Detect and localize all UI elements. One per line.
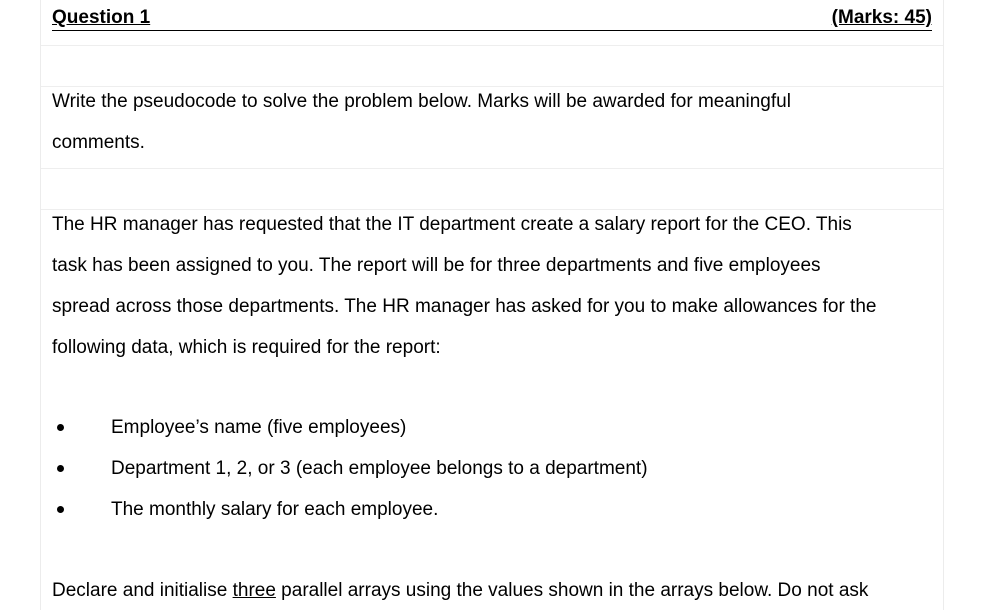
cell-divider: [41, 168, 943, 169]
list-item: [52, 448, 932, 489]
question-title: Question 1: [52, 7, 151, 28]
arrays-instruction-end: parallel arrays using the values shown in the arrays below. Do not ask: [275, 580, 869, 601]
list-item: [52, 489, 932, 530]
scenario-line-4: following data, which is required for the report:: [52, 337, 441, 358]
cell-divider: [41, 45, 943, 46]
document-page: [40, 0, 944, 610]
question-header: [52, 6, 932, 31]
arrays-instruction: [52, 570, 937, 611]
bullet-icon: [57, 465, 64, 472]
instruction-line-2: comments.: [52, 132, 145, 153]
arrays-instruction-emphasis: three: [232, 580, 276, 601]
instruction-line-1: Write the pseudocode to solve the problem below. Marks will be awarded for meaningful: [52, 91, 791, 112]
arrays-instruction-start: Declare and initialise: [52, 580, 233, 601]
bullet-icon: [57, 506, 64, 513]
list-item-text: Employee’s name (five employees): [111, 417, 407, 438]
scenario-line-1: The HR manager has requested that the IT department create a salary report for the CEO. This: [52, 214, 852, 235]
list-item-text: Department 1, 2, or 3 (each employee belongs to a department): [111, 458, 648, 479]
list-item-text: The monthly salary for each employee.: [111, 499, 439, 520]
question-marks: (Marks: 45): [831, 7, 932, 28]
scenario-line-3: spread across those departments. The HR manager has asked for you to make allowances for the: [52, 296, 877, 317]
list-item: [52, 407, 932, 448]
scenario-line-2: task has been assigned to you. The report will be for three departments and five employees: [52, 255, 821, 276]
scenario-paragraph: [52, 204, 937, 368]
instruction-paragraph: [52, 81, 937, 163]
bullet-icon: [57, 424, 64, 431]
